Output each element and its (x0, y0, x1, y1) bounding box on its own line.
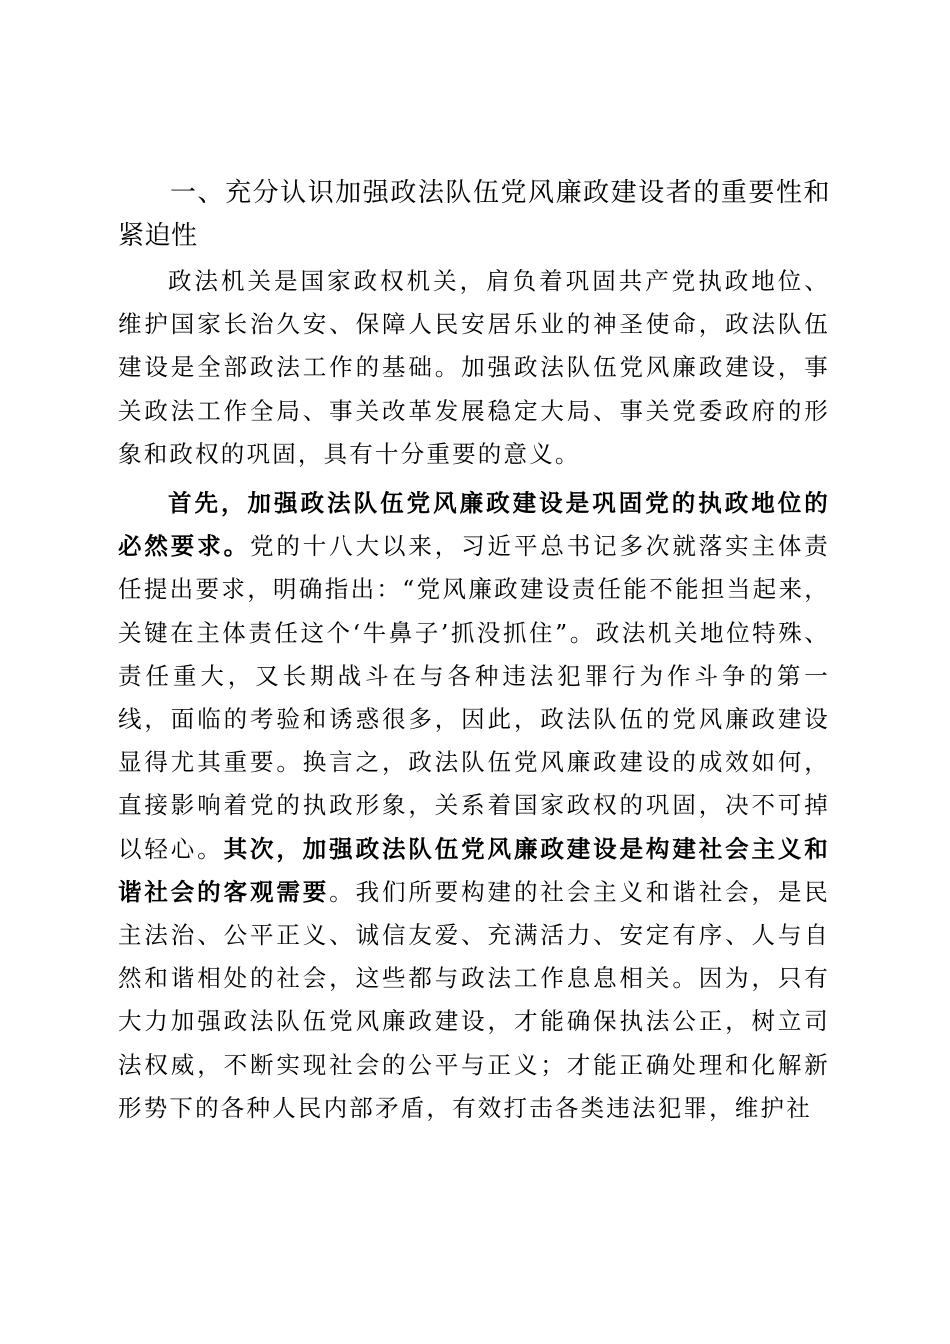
bold-point-second: 其次，加强政法队伍党风廉政建设是构建社会主义和谐社会的客观需要 (118, 834, 830, 906)
document-body (118, 172, 830, 1130)
paragraph-text-second: 。我们所要构建的社会主义和谐社会，是民主法治、公平正义、诚信友爱、充满活力、安定有序、人与自然和谐相处的社会，这些都与政法工作息息相关。因为，只有大力加强政法队伍党风廉政建设，才能确保执法公正，树立司法权威，不断实现社会的公平与正义；才能正确处理和化解新形势下的各种人民内部矛盾，有效打击各类违法犯罪，维护社 (118, 877, 830, 1122)
section-heading: 一、充分认识加强政法队伍党风廉政建设者的重要性和紧迫性 (118, 178, 830, 251)
paragraph-intro: 政法机关是国家政权机关，肩负着巩固共产党执政地位、维护国家长治久安、保障人民安居乐业的神圣使命，政法队伍建设是全部政法工作的基础。加强政法队伍党风廉政建设，事关政法工作全局、事关改革发展稳定大局、事关党委政府的形象和政权的巩固，具有十分重要的意义。 (118, 267, 830, 468)
bold-point-first: 首先，加强政法队伍党风廉政建设是巩固党的执政地位的必然要求。 (118, 489, 830, 561)
paragraph-reasons (118, 482, 830, 1130)
paragraph-text-first: 党的十八大以来，习近平总书记多次就落实主体责任提出要求，明确指出：“党风廉政建设责任能不能担当起来，关键在主体责任这个‘牛鼻子’抓没抓住”。政法机关地位特殊、责任重大，又长期战斗在与各种违法犯罪行为作斗争的第一线，面临的考验和诱惑很多，因此，政法队伍的党风廉政建设显得尤其重要。换言之，政法队伍党风廉政建设的成效如何，直接影响着党的执政形象，关系着国家政权的巩固，决不可掉以轻心。 (118, 532, 830, 863)
